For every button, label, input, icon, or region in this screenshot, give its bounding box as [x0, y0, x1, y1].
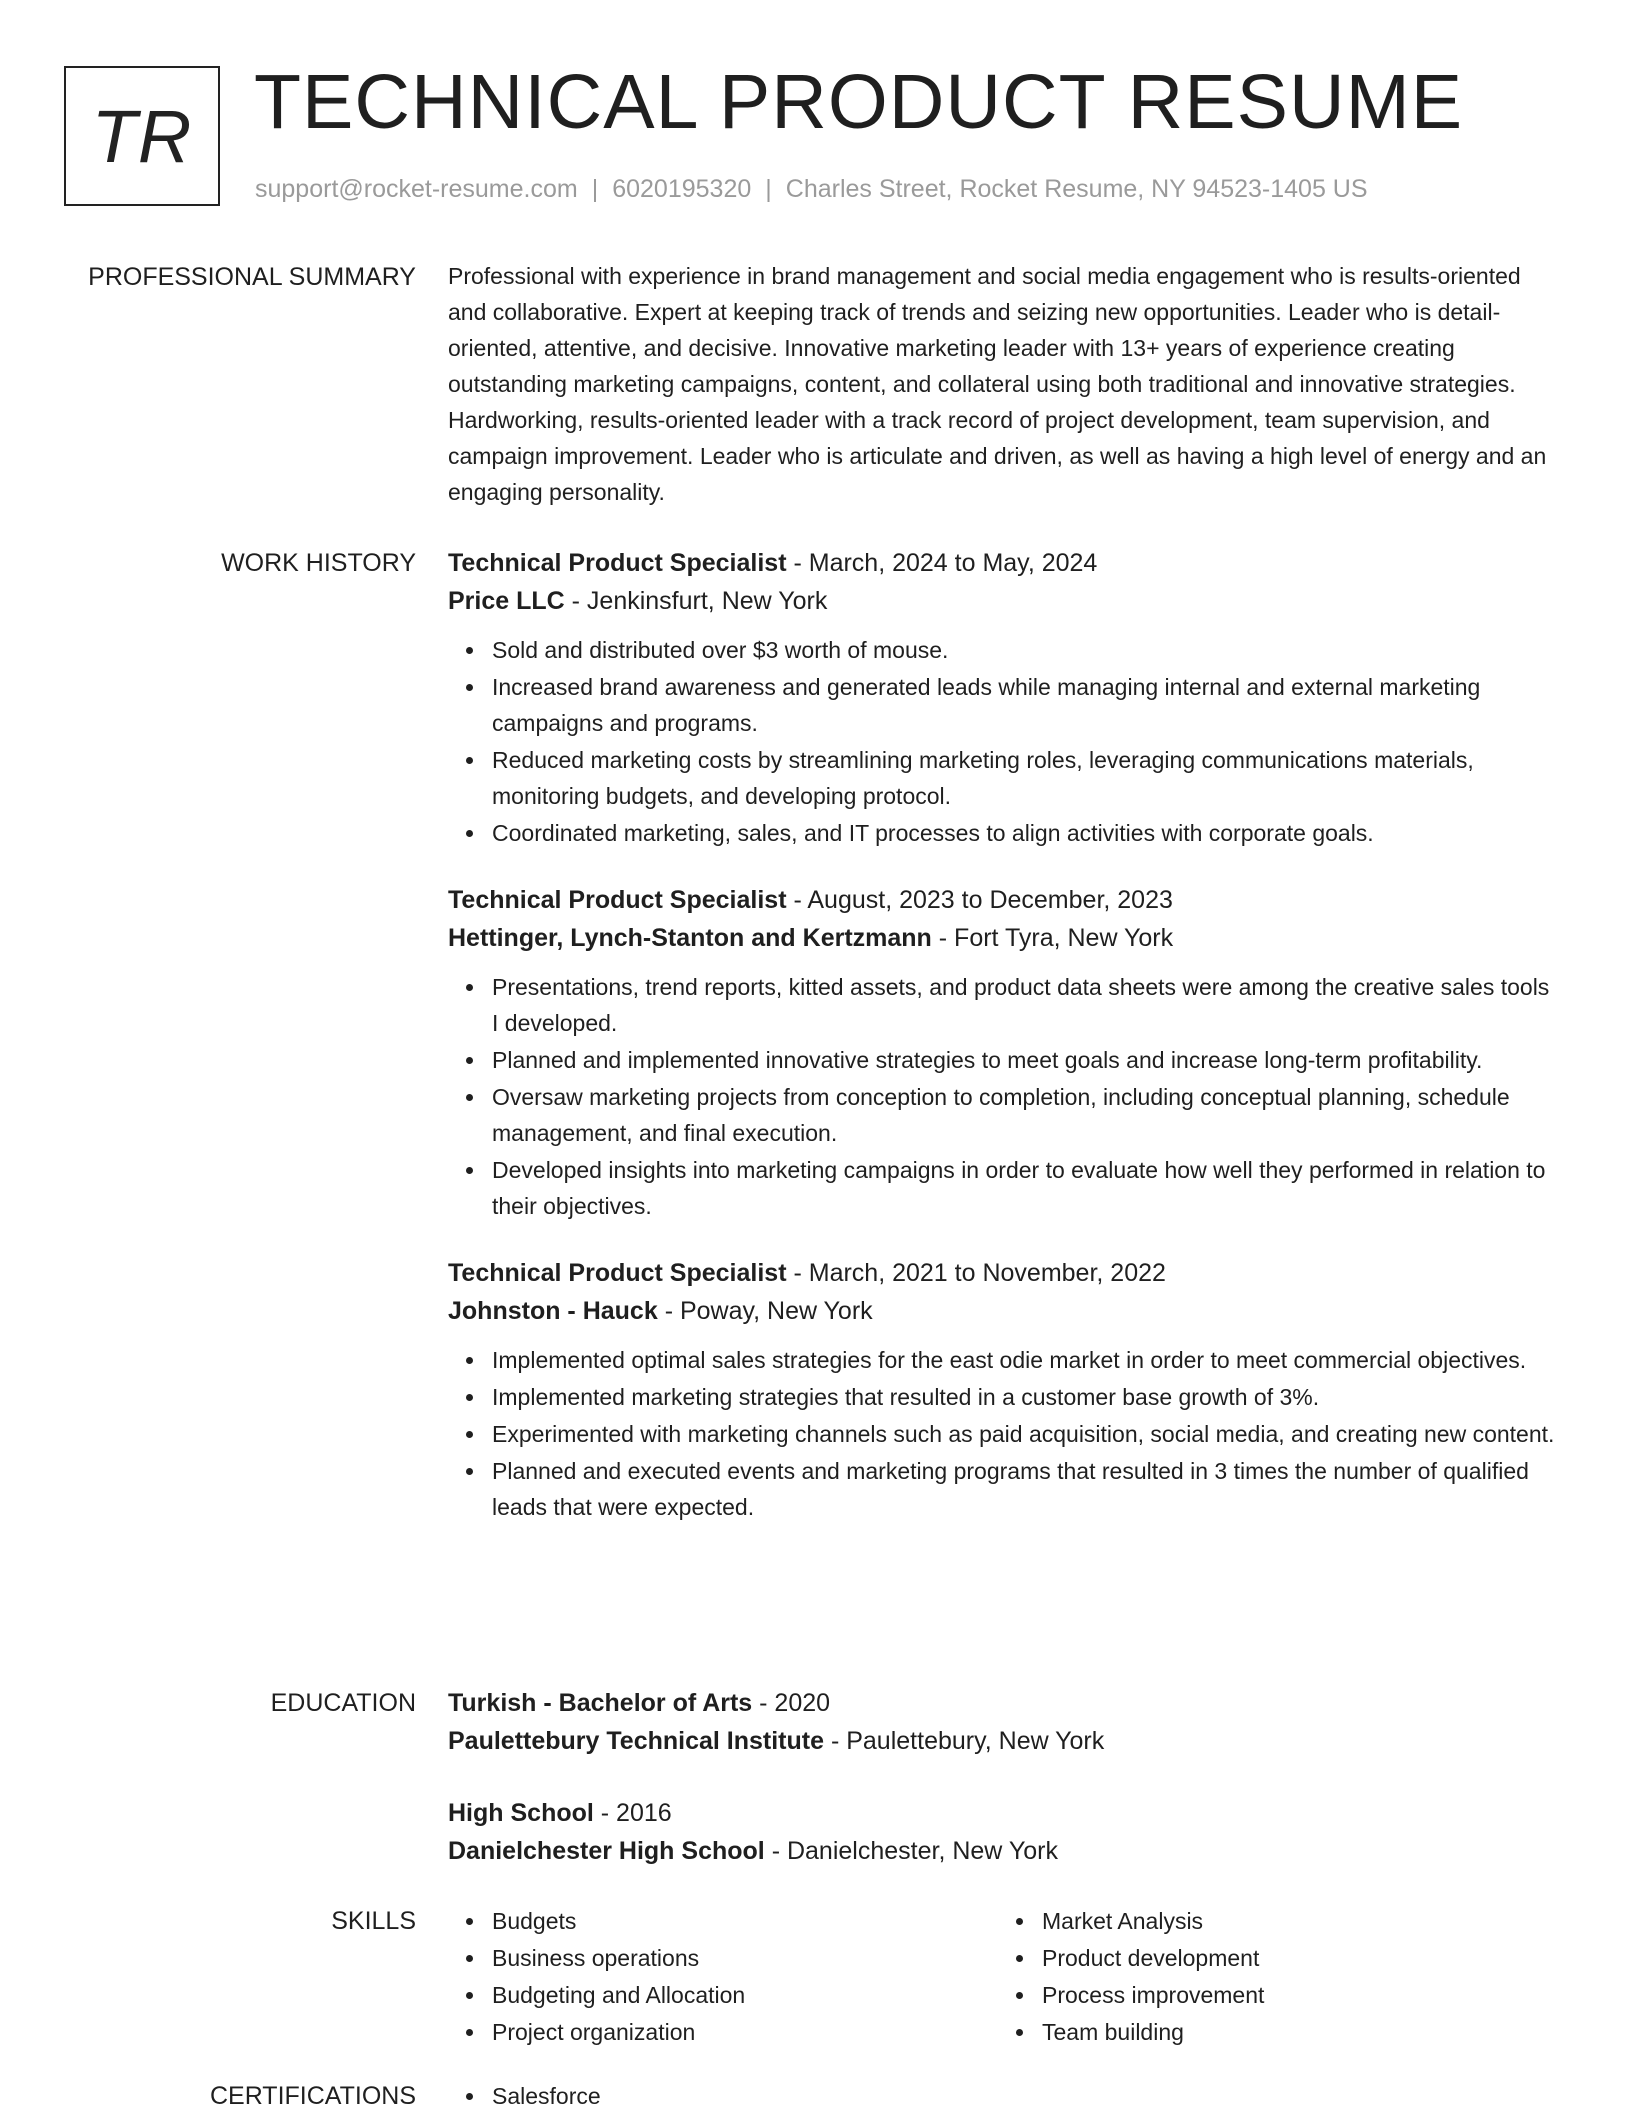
skills-list	[998, 1903, 1548, 2050]
section-label-skills: SKILLS	[331, 1907, 416, 1935]
job-bullet: Implemented optimal sales strategies for the east odie market in order to meet commercial objectives.	[492, 1342, 1558, 1378]
job-entry	[448, 544, 1558, 851]
school-line	[448, 1832, 1558, 1870]
skill-item: Product development	[1042, 1940, 1548, 1976]
job-location: - Jenkinsfurt, New York	[564, 587, 828, 615]
monogram-badge: TR	[64, 66, 220, 206]
contact-separator: |	[765, 175, 772, 203]
skills-body	[448, 1903, 1558, 2051]
job-dates: - March, 2024 to May, 2024	[786, 549, 1098, 577]
job-location: - Poway, New York	[657, 1297, 873, 1325]
degree-line	[448, 1794, 1558, 1832]
skill-item: Process improvement	[1042, 1977, 1548, 2013]
contact-email[interactable]: support@rocket-resume.com	[255, 175, 578, 203]
degree-year: - 2020	[752, 1689, 831, 1717]
job-company-line	[448, 582, 1558, 620]
job-bullet: Planned and implemented innovative strategies to meet goals and increase long-term profitability.	[492, 1042, 1558, 1078]
certifications-list	[448, 2078, 1558, 2114]
section-label-certifications: CERTIFICATIONS	[209, 2082, 416, 2110]
degree-line	[448, 1684, 1558, 1722]
contact-line	[255, 175, 1368, 204]
section-label-work: WORK HISTORY	[221, 549, 416, 577]
job-title-line	[448, 544, 1558, 582]
job-bullet: Developed insights into marketing campaigns in order to evaluate how well they performed in relation to their objectives.	[492, 1152, 1558, 1224]
school-line	[448, 1722, 1558, 1760]
job-title: Technical Product Specialist	[448, 549, 787, 577]
contact-address: Charles Street, Rocket Resume, NY 94523-1405 US	[785, 175, 1368, 203]
school: Danielchester High School	[448, 1837, 765, 1865]
contact-separator: |	[591, 175, 599, 203]
job-entry	[448, 1254, 1558, 1525]
certifications-body	[448, 2078, 1558, 2115]
skill-item: Budgets	[492, 1903, 998, 1939]
job-company-line	[448, 919, 1558, 957]
skills-grid	[448, 1903, 1558, 2051]
job-company: Johnston - Hauck	[448, 1297, 658, 1325]
skills-list	[448, 1903, 998, 2050]
job-bullet: Increased brand awareness and generated leads while managing internal and external marketing campaigns and programs.	[492, 669, 1558, 741]
degree: High School	[448, 1799, 594, 1827]
education-entry	[448, 1794, 1558, 1870]
certification-item: Salesforce	[492, 2078, 1558, 2114]
job-title: Technical Product Specialist	[448, 886, 787, 914]
skill-item: Team building	[1042, 2014, 1548, 2050]
summary-body	[448, 258, 1558, 510]
job-title-line	[448, 1254, 1558, 1292]
job-bullet: Presentations, trend reports, kitted assets, and product data sheets were among the creative sales tools I developed.	[492, 969, 1558, 1041]
job-company-line	[448, 1292, 1558, 1330]
contact-phone[interactable]: 6020195320	[612, 175, 752, 203]
skill-item: Business operations	[492, 1940, 998, 1976]
degree-year: - 2016	[593, 1799, 672, 1827]
school: Paulettebury Technical Institute	[448, 1727, 825, 1755]
job-title: Technical Product Specialist	[448, 1259, 787, 1287]
job-bullet: Implemented marketing strategies that resulted in a customer base growth of 3%.	[492, 1379, 1558, 1415]
skill-item: Budgeting and Allocation	[492, 1977, 998, 2013]
job-company: Price LLC	[448, 587, 565, 615]
section-label-education: EDUCATION	[270, 1689, 416, 1717]
job-entry	[448, 881, 1558, 1224]
job-bullet: Oversaw marketing projects from conception to completion, including conceptual planning, schedule management, and final execution.	[492, 1079, 1558, 1151]
work-body	[448, 544, 1558, 1555]
degree: Turkish - Bachelor of Arts	[448, 1689, 753, 1717]
job-location: - Fort Tyra, New York	[931, 924, 1174, 952]
job-dates: - March, 2021 to November, 2022	[786, 1259, 1166, 1287]
job-bullet: Experimented with marketing channels such as paid acquisition, social media, and creating new content.	[492, 1416, 1558, 1452]
resume-title: TECHNICAL PRODUCT RESUME	[254, 59, 1464, 145]
school-location: - Danielchester, New York	[764, 1837, 1058, 1865]
job-bullet: Coordinated marketing, sales, and IT processes to align activities with corporate goals.	[492, 815, 1558, 851]
job-bullet: Sold and distributed over $3 worth of mouse.	[492, 632, 1558, 668]
job-bullets	[448, 1342, 1558, 1525]
skill-item: Project organization	[492, 2014, 998, 2050]
summary-text: Professional with experience in brand management and social media engagement who is results-oriented and collaborative. Expert at keeping track of trends and seizing new opportunities. Leader who is detail-oriented, attentive, and decisive. Innovative marketing leader with 13+ years of experience creating outstanding marketing campaigns, content, and collateral using both traditional and innovative strategies. Hardworking, results-oriented leader with a track record of project development, team supervision, and campaign improvement. Leader who is articulate and driven, as well as having a high level of energy and an engaging personality.	[448, 263, 1547, 505]
skill-item: Market Analysis	[1042, 1903, 1548, 1939]
job-bullets	[448, 969, 1558, 1224]
job-bullet: Reduced marketing costs by streamlining marketing roles, leveraging communications materials, monitoring budgets, and developing protocol.	[492, 742, 1558, 814]
job-bullet: Planned and executed events and marketing programs that resulted in 3 times the number of qualified leads that were expected.	[492, 1453, 1558, 1525]
education-entry	[448, 1684, 1558, 1760]
job-bullets	[448, 632, 1558, 851]
school-location: - Paulettebury, New York	[824, 1727, 1105, 1755]
job-dates: - August, 2023 to December, 2023	[786, 886, 1173, 914]
education-body	[448, 1684, 1558, 1904]
job-title-line	[448, 881, 1558, 919]
skills-column-left	[448, 1903, 998, 2051]
job-company: Hettinger, Lynch-Stanton and Kertzmann	[448, 924, 932, 952]
section-label-summary: PROFESSIONAL SUMMARY	[88, 263, 416, 291]
skills-column-right	[998, 1903, 1548, 2051]
